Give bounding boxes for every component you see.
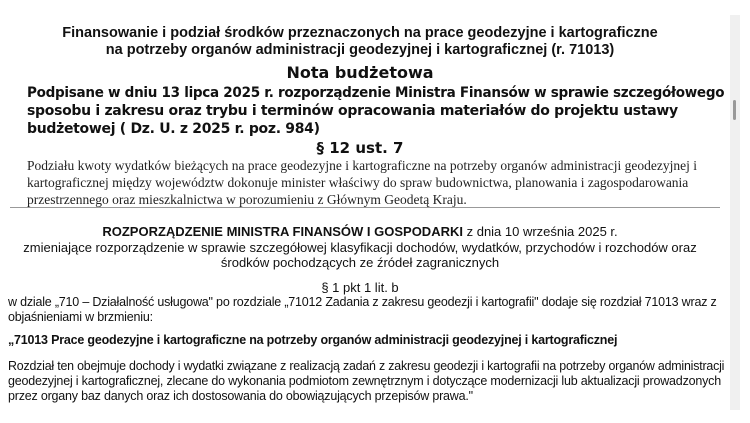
- regulation-line: Podpisane w dniu 13 lipca 2025 r. rozporządzenie Ministra Finansów w sprawie szczegółowego: [27, 85, 725, 101]
- chapter-title: „71013 Prace geodezyjne i kartograficzne na potrzeby organów administracji geodezyjnej i kartograficznej: [8, 333, 618, 347]
- title-line-2: na potrzeby organów administracji geodezyjnej i kartograficznej (r. 71013): [105, 42, 615, 58]
- scrollbar-thumb[interactable]: [733, 100, 736, 120]
- divider: [10, 207, 720, 208]
- amendment-paragraph: § 1 pkt 1 lit. b: [321, 280, 399, 295]
- chapter-description: przez organy baz danych oraz ich dostosowania do obowiązujących przepisów prawa.": [8, 389, 473, 403]
- subtitle: Nota budżetowa: [286, 63, 434, 82]
- paragraph-ref: § 12 ust. 7: [316, 139, 404, 157]
- regulation-text: przestrzennego oraz mieszkalnictwa w porozumieniu z Głównym Geodetą Kraju.: [27, 192, 467, 207]
- amendment-title-date: z dnia 10 września 2025 r.: [462, 224, 618, 239]
- amendment-line: środków pochodzących ze źródeł zagranicznych: [220, 255, 500, 270]
- regulation-text: kartograficznej między województw dokonuje minister właściwy do spraw budownictwa, planowania i zagospodarowania: [27, 175, 689, 190]
- title-line-1: Finansowanie i podział środków przeznaczonych na prace geodezyjne i kartograficzne: [62, 25, 658, 41]
- regulation-line: sposobu i zakresu oraz trybu i terminów opracowania materiałów do projektu ustawy: [27, 103, 678, 119]
- intro-text: w dziale „710 – Działalność usługowa" po rozdziale „71012 Zadania z zakresu geodezji i kartografii" dodaje się rozdział 71013 wraz z: [8, 295, 717, 309]
- regulation-line: budżetowej ( Dz. U. z 2025 r. poz. 984): [27, 121, 320, 137]
- regulation-text: Podziału kwoty wydatków bieżących na prace geodezyjne i kartograficzne na potrzeby organów administracji geodezyjnej i: [27, 158, 697, 173]
- scrollbar[interactable]: [730, 15, 740, 410]
- intro-text: objaśnieniami w brzmieniu:: [8, 310, 153, 324]
- amendment-title-bold: ROZPORZĄDZENIE MINISTRA FINANSÓW I GOSPODARKI: [102, 224, 463, 239]
- chapter-description: Rozdział ten obejmuje dochody i wydatki związane z realizacją zadań z zakresu geodezji i kartografii na potrzeby organów administracji: [8, 359, 725, 373]
- amendment-line: zmieniające rozporządzenie w sprawie szczegółowej klasyfikacji dochodów, wydatków, przychodów i rozchodów oraz: [23, 240, 697, 255]
- amendment-title: [0, 224, 720, 239]
- chapter-description: geodezyjnej i kartograficznej, zlecane do wykonania podmiotom zewnętrznym i dotyczące modernizacji lub aktualizacji prowadzonych: [8, 374, 721, 388]
